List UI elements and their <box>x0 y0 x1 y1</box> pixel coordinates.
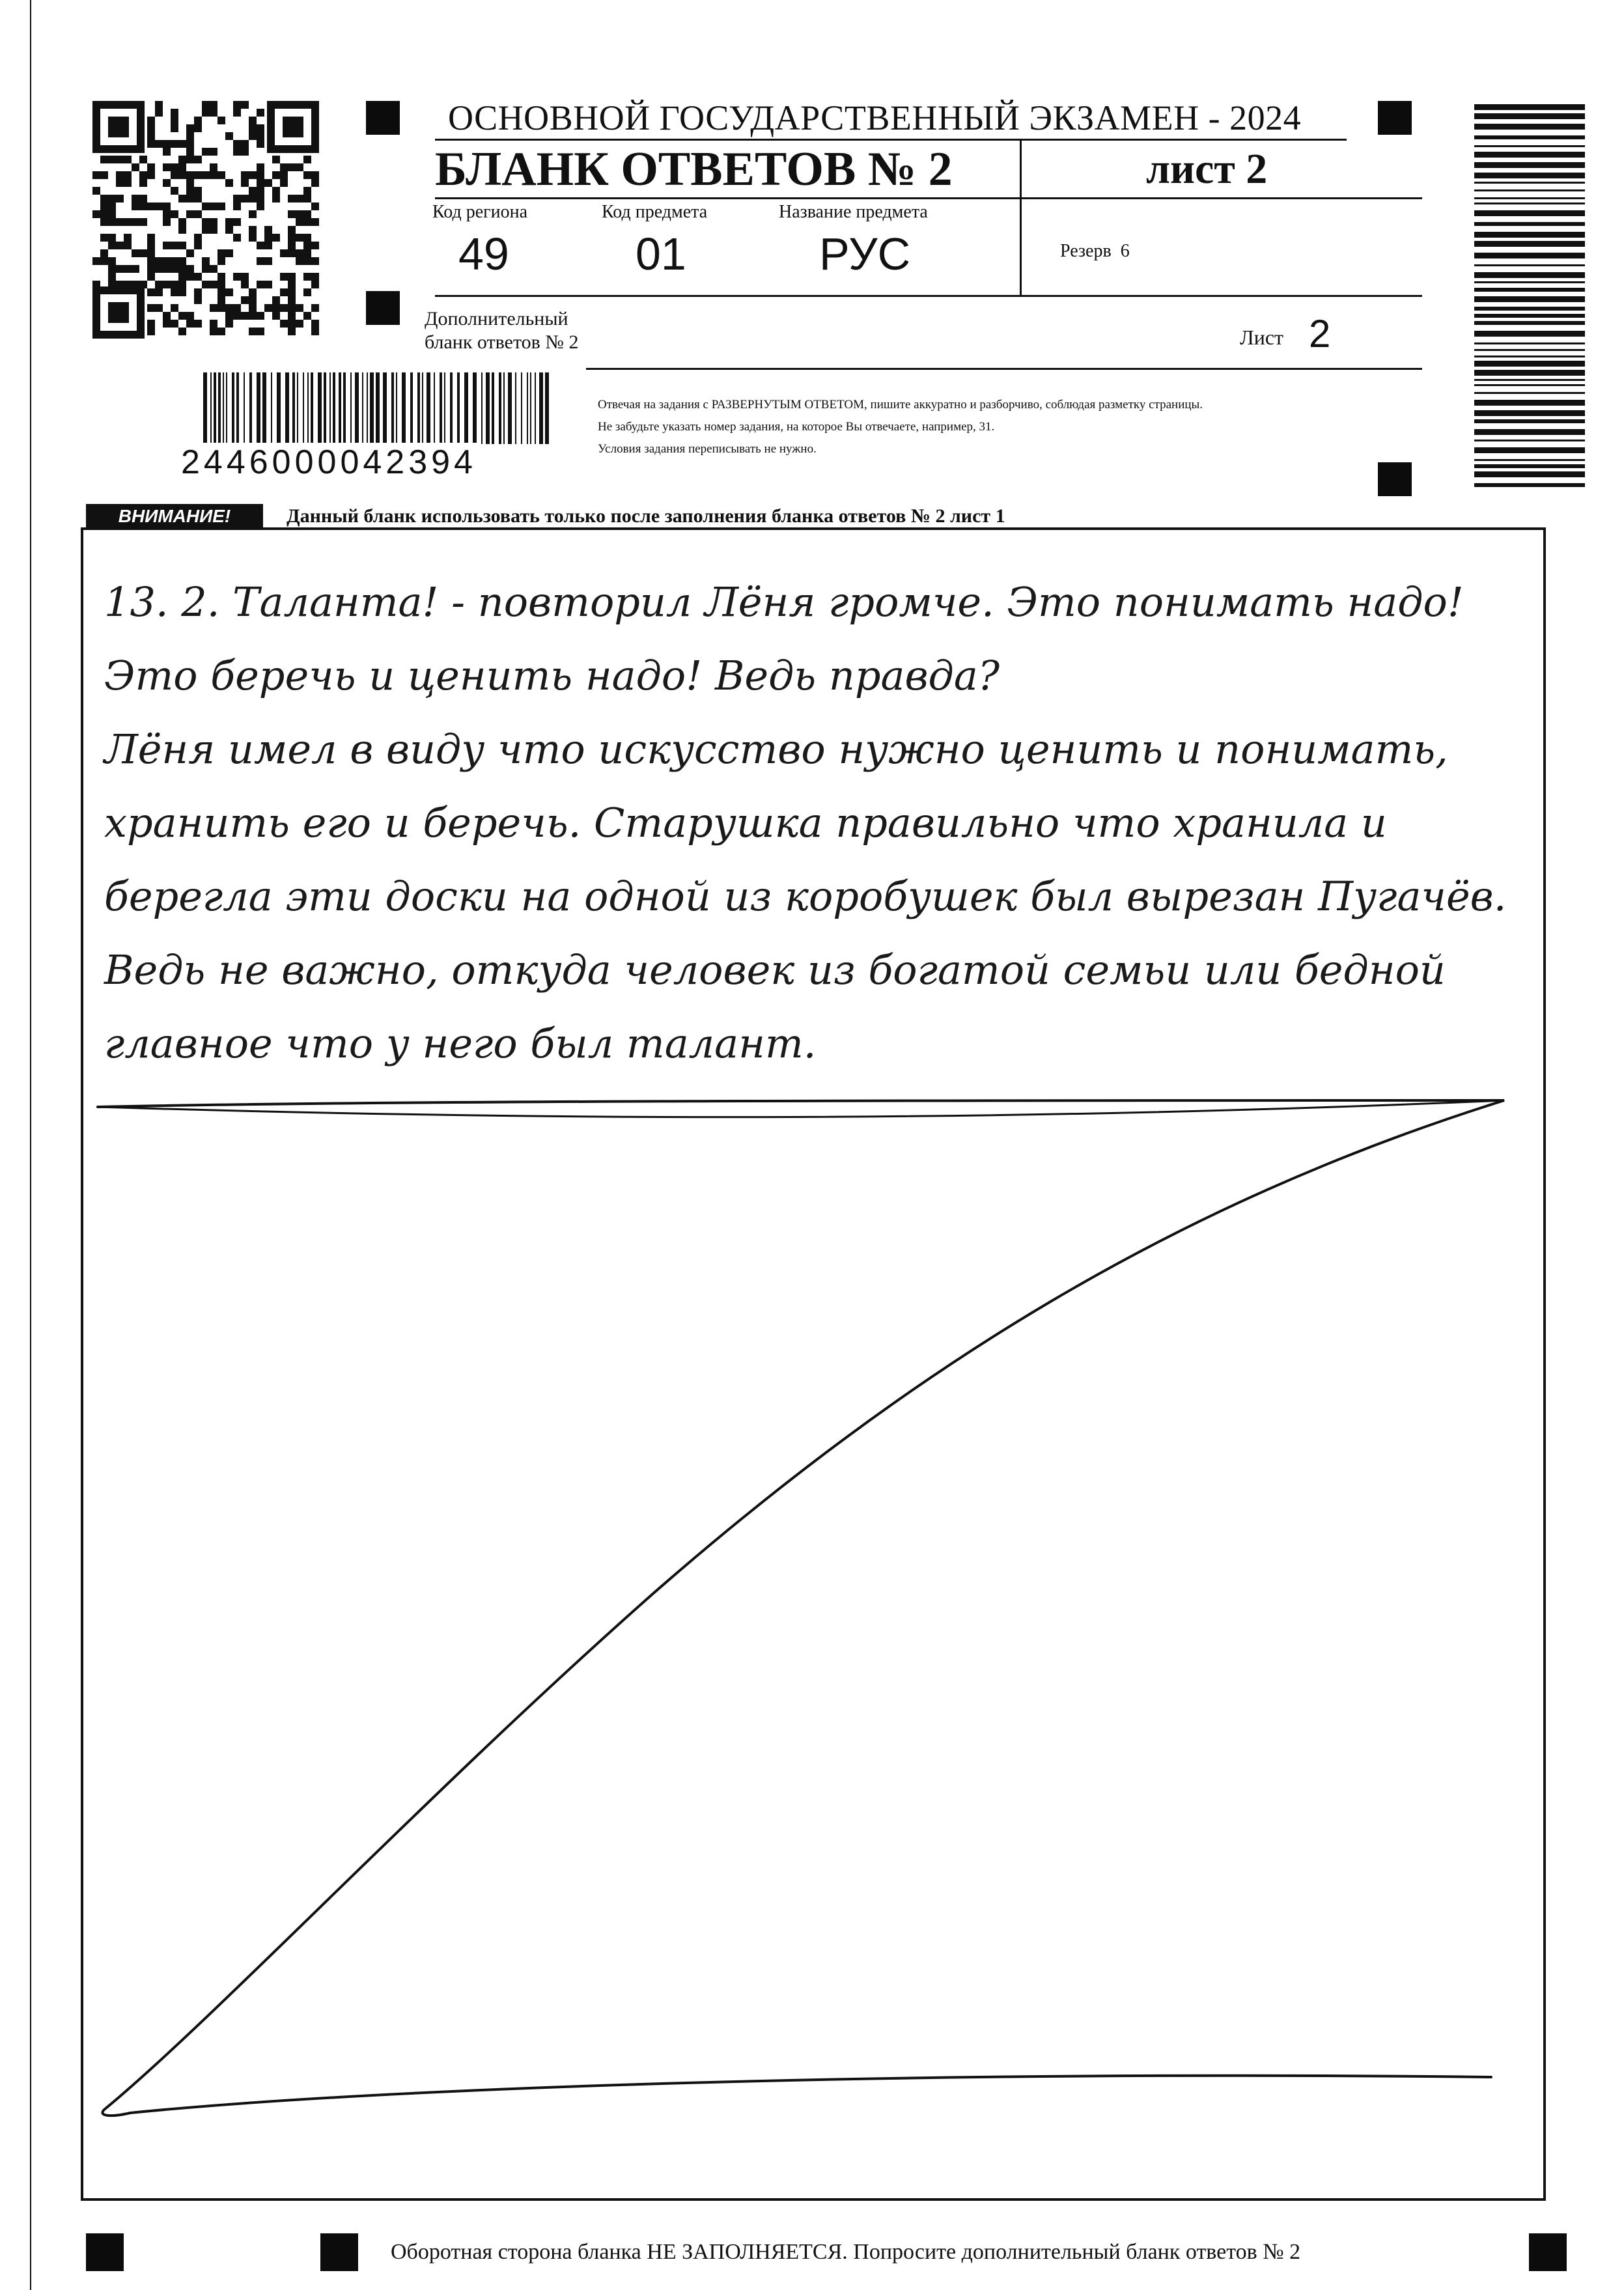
region-code: 49 <box>458 229 509 279</box>
additional-form-label: Дополнительный бланк ответов № 2 <box>425 308 579 353</box>
answer-line: 13. 2. Таланта! - повторил Лёня громче. Это понимать надо! <box>104 578 1464 626</box>
reserve-value: 6 <box>1120 241 1130 261</box>
sheet-no-label: Лист <box>1240 326 1284 349</box>
answer-line: Ведь не важно, откуда человек из богатой семьи или бедной <box>104 946 1446 994</box>
reserve-label: Резерв 6 <box>1060 241 1130 261</box>
answer-line: главное что у него был талант. <box>104 1020 817 1067</box>
sheet-no: 2 <box>1309 312 1331 356</box>
warning-text: Данный бланк использовать только после заполнения бланка ответов № 2 лист 1 <box>287 505 1005 527</box>
sheet-label: лист 2 <box>1146 145 1268 193</box>
barcode-number: 2446000042394 <box>181 443 477 481</box>
answer-line: Лёня имел в виду что искусство нужно ценить и понимать, <box>104 725 1448 773</box>
exam-title: ОСНОВНОЙ ГОСУДАРСТВЕННЫЙ ЭКЗАМЕН - 2024 <box>448 98 1302 137</box>
warning-badge: ВНИМАНИЕ! <box>86 504 263 529</box>
form-title: БЛАНК ОТВЕТОВ № 2 <box>435 143 953 196</box>
subject-name-label: Название предмета <box>779 202 928 222</box>
instructions: Отвечая на задания с РАЗВЕРНУТЫМ ОТВЕТОМ, пишите аккуратно и разборчиво, соблюдая разметку страницы. Не забудьте указать номер задания, на которое Вы отвечаете, например, 31. Условия задания переписывать не нужно. <box>598 398 1203 456</box>
footer-marker-mid <box>320 2233 358 2271</box>
region-code-label: Код региона <box>432 202 528 222</box>
footer-marker-right <box>1529 2233 1567 2271</box>
footer-marker-left <box>86 2233 124 2271</box>
subject-name: РУС <box>819 229 911 279</box>
answer-line: хранить его и беречь. Старушка правильно что хранила и <box>104 799 1387 846</box>
answer-line: Это беречь и ценить надо! Ведь правда? <box>104 652 1000 699</box>
footer-text: Оборотная сторона бланка НЕ ЗАПОЛНЯЕТСЯ. Попросите дополнительный бланк ответов № 2 <box>391 2240 1301 2264</box>
answer-line: берегла эти доски на одной из коробушек был вырезан Пугачёв. <box>104 873 1507 920</box>
subject-code-label: Код предмета <box>602 202 708 222</box>
subject-code: 01 <box>636 229 686 279</box>
